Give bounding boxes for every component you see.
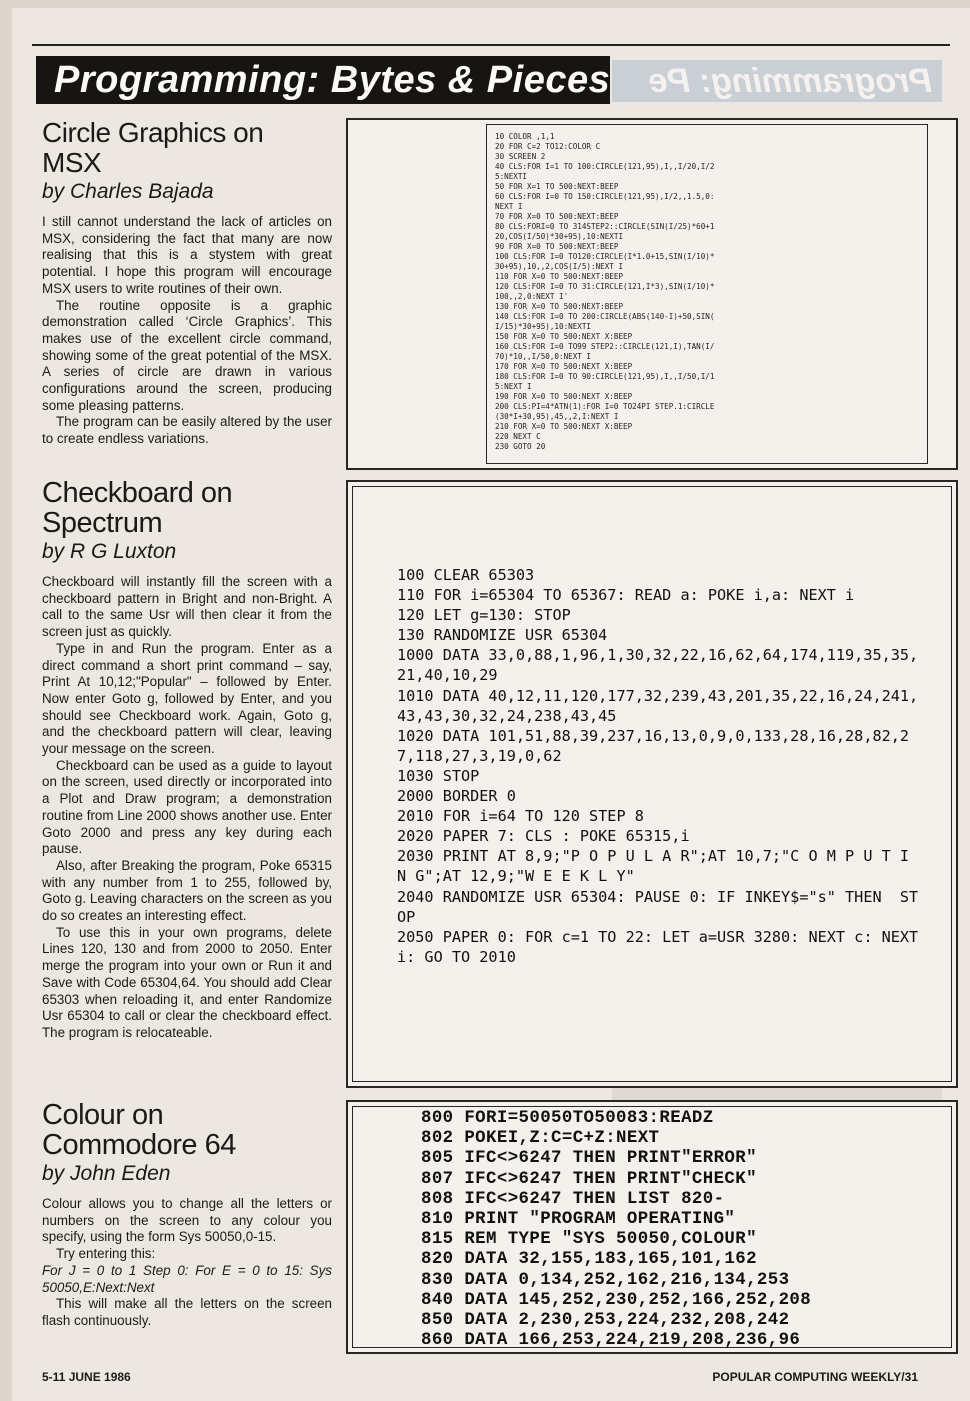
article-byline: by Charles Bajada: [42, 180, 214, 203]
article-title: [42, 1100, 332, 1160]
article-body: [42, 214, 332, 448]
paragraph: Colour allows you to change all the letters or numbers on the screen to any colour you specify, using the form Sys 50050,0-15.: [42, 1196, 332, 1245]
basic-listing-spectrum: 100 CLEAR 65303 110 FOR i=65304 TO 65367: READ a: POKE i,a: NEXT i 120 LET g=130: STOP 130 RANDOMIZE USR 65304 1000 DATA 33,0,88,1,96,1,30,32,22,16,62,64,174,119,35,35,21,40,10,29 1010 DATA 40,12,11,120,177,32,239,43,201,35,22,16,24,241,43,43,30,32,24,238,43,45 1020 DATA 101,51,88,39,237,16,13,0,9,0,133,28,16,28,82,27,118,27,3,19,0,62 1030 STOP 2000 BORDER 0 2010 FOR i=64 TO 120 STEP 8 2020 PAPER 7: CLS : POKE 65315,i 2030 PRINT AT 8,9;"P O P U L A R";AT 10,7;"C O M P U T I N G";AT 12,9;"W E E K L Y" 2040 RANDOMIZE USR 65304: PAUSE 0: IF INKEY$="s" THEN STOP 2050 PAPER 0: FOR c=1 TO 22: LET a=USR 3280: NEXT c: NEXT i: GO TO 2010: [397, 566, 919, 966]
article-body: [42, 574, 332, 1042]
paragraph: Checkboard will instantly fill the screen with a checkboard pattern in Bright and non-Bright. A call to the same Usr will then clear it from the screen just as quickly.: [42, 574, 332, 640]
title-line: MSX: [42, 147, 102, 178]
top-rule: [32, 44, 950, 46]
paragraph: For J = 0 to 1 Step 0: For E = 0 to 15: Sys 50050,E:Next:Next: [42, 1262, 332, 1295]
bleed-through-banner: Programming: Pe: [612, 60, 942, 102]
paragraph: I still cannot understand the lack of articles on MSX, considering the fact that many are now realising that this is a stystem with great potential. I hope this program will encourage MSX users to write routines of their own.: [42, 214, 332, 296]
paragraph: Try entering this:: [56, 1246, 156, 1262]
basic-listing-msx: 10 COLOR ,1,1 20 FOR C=2 TO12:COLOR C 30 SCREEN 2 40 CLS:FOR I=1 TO 100:CIRCLE(121,95),I,,I/20,I/2 5:NEXTI 50 FOR X=1 TO 500:NEXT:BEEP 60 CLS:FOR I=0 TO 150:CIRCLE(121,95),I/2,,1.5,0: NEXT I 70 FOR X=0 TO 500:NEXT:BEEP 80 CLS:FORI=0 TO 314STEP2::CIRCLE(SIN(I/25)*60+1 20,COS(I/50)*30+95),10:NEXTI 90 FOR X=0 TO 500:NEXT:BEEP 100 CLS:FOR I=0 TO120:CIRCLE(I*1.0+15,SIN(I/10)* 30+95),10,,2,COS(I/5):NEXT I 110 FOR X=0 TO 500:NEXT:BEEP 120 CLS:FOR I=0 TO 31:CIRCLE(121,I*3),SIN(I/10)* 100,,2,0:NEXT I' 130 FOR X=0 TO 500:NEXT:BEEP 140 CLS:FOR I=0 TO 200:CIRCLE(ABS(140-I)+50,SIN( I/15)*30+95),10:NEXTI 150 FOR X=0 TO 500:NEXT X:BEEP 160 CLS:FOR I=0 TO99 STEP2::CIRCLE(121,I),TAN(I/ 70)*10,,I/50,0:NEXT I 170 FOR X=0 TO 500:NEXT X:BEEP 180 CLS:FOR I=0 TO 90:CIRCLE(121,95),I,,I/50,I/1 5:NEXT I 190 FOR X=0 TO 500:NEXT X:BEEP 200 CLS:PI=4*ATN(1):FOR I=0 TO24PI STEP.1:CIRCLE (30*I+30,95),45,,2,I:NEXT I 210 FOR X=0 TO 500:NEXT X:BEEP 220 NEXT C 230 GOTO 20: [495, 132, 715, 451]
title-line: Commodore 64: [42, 1129, 236, 1161]
article-title: [42, 118, 332, 178]
paragraph: Type in and Run the program. Enter as a direct command a short print command – say, Print At 10,12;"Popular" – followed by Enter. Now enter Goto g, followed by Enter, and you should see Checkboard work. Again, Goto g, and the checkboard pattern will clear, leaving your message on the screen.: [42, 640, 332, 757]
listing-box-msx: [346, 118, 958, 470]
article-msx: [42, 118, 332, 448]
footer-publication: POPULAR COMPUTING WEEKLY/31: [712, 1370, 918, 1384]
listing-box-c64: [346, 1100, 958, 1354]
article-byline: by R G Luxton: [42, 540, 177, 563]
listing-frame: [352, 1106, 952, 1351]
article-byline: by John Eden: [42, 1162, 171, 1185]
paragraph: To use this in your own programs, delete Lines 120, 130 and from 2000 to 2050. Enter merge the program into your own or Run it and Save with Code 65304,64. You should add Clear 65303 when reloading it, and enter Randomize Usr 65304 to call or clear the checkboard effect. The program is relocateable.: [42, 924, 332, 1040]
title-line: Checkboard on: [42, 477, 233, 509]
article-body: [42, 1196, 332, 1330]
section-banner: Programming: Bytes & Pieces: [36, 56, 610, 104]
listing-box-spectrum: [346, 480, 958, 1088]
footer-date: 5-11 JUNE 1986: [42, 1370, 131, 1384]
article-c64: [42, 1100, 332, 1330]
paragraph: Also, after Breaking the program, Poke 65315 with any number from 1 to 255, followed by, Goto g. Leaving characters on the screen as you do so creates an interesting effect.: [42, 857, 332, 924]
title-line: Colour on: [42, 1099, 164, 1131]
title-line: Circle Graphics on: [42, 117, 264, 148]
article-title: [42, 478, 332, 538]
paragraph: The program can be easily altered by the user to create endless variations.: [42, 414, 332, 447]
paragraph: The routine opposite is a graphic demonstration called ‘Circle Graphics’. This makes use of the excellent circle command, showing some of the great potential of the MSX. A series of circle are drawn in various configurations around the screen, producing some pleasing patterns.: [42, 297, 332, 413]
basic-listing-c64: 800 FORI=50050TO50083:READZ 802 POKEI,Z:C=C+Z:NEXT 805 IFC<>6247 THEN PRINT"ERROR" 807 IFC<>6247 THEN PRINT"CHECK" 808 IFC<>6247 THEN LIST 820- 810 PRINT "PROGRAM OPERATING" 815 REM TYPE "SYS 50050,COLOUR" 820 DATA 32,155,183,165,101,162 830 DATA 0,134,252,162,216,134,253 840 DATA 145,252,230,252,166,252,208 850 DATA 2,230,253,224,232,208,242 860 DATA 166,253,224,219,208,236,96: [421, 1109, 812, 1351]
paragraph: Checkboard can be used as a guide to layout on the screen, used directly or incorporated into a Plot and Draw program; a demonstration routine from Line 2000 shows another use. Enter Goto 2000 and press any key during each pause.: [42, 757, 332, 857]
title-line: Spectrum: [42, 507, 163, 539]
listing-frame: [486, 124, 928, 464]
listing-frame: [352, 486, 952, 1082]
article-spectrum: [42, 478, 332, 1042]
paragraph: This will make all the letters on the screen flash continuously.: [42, 1296, 332, 1328]
